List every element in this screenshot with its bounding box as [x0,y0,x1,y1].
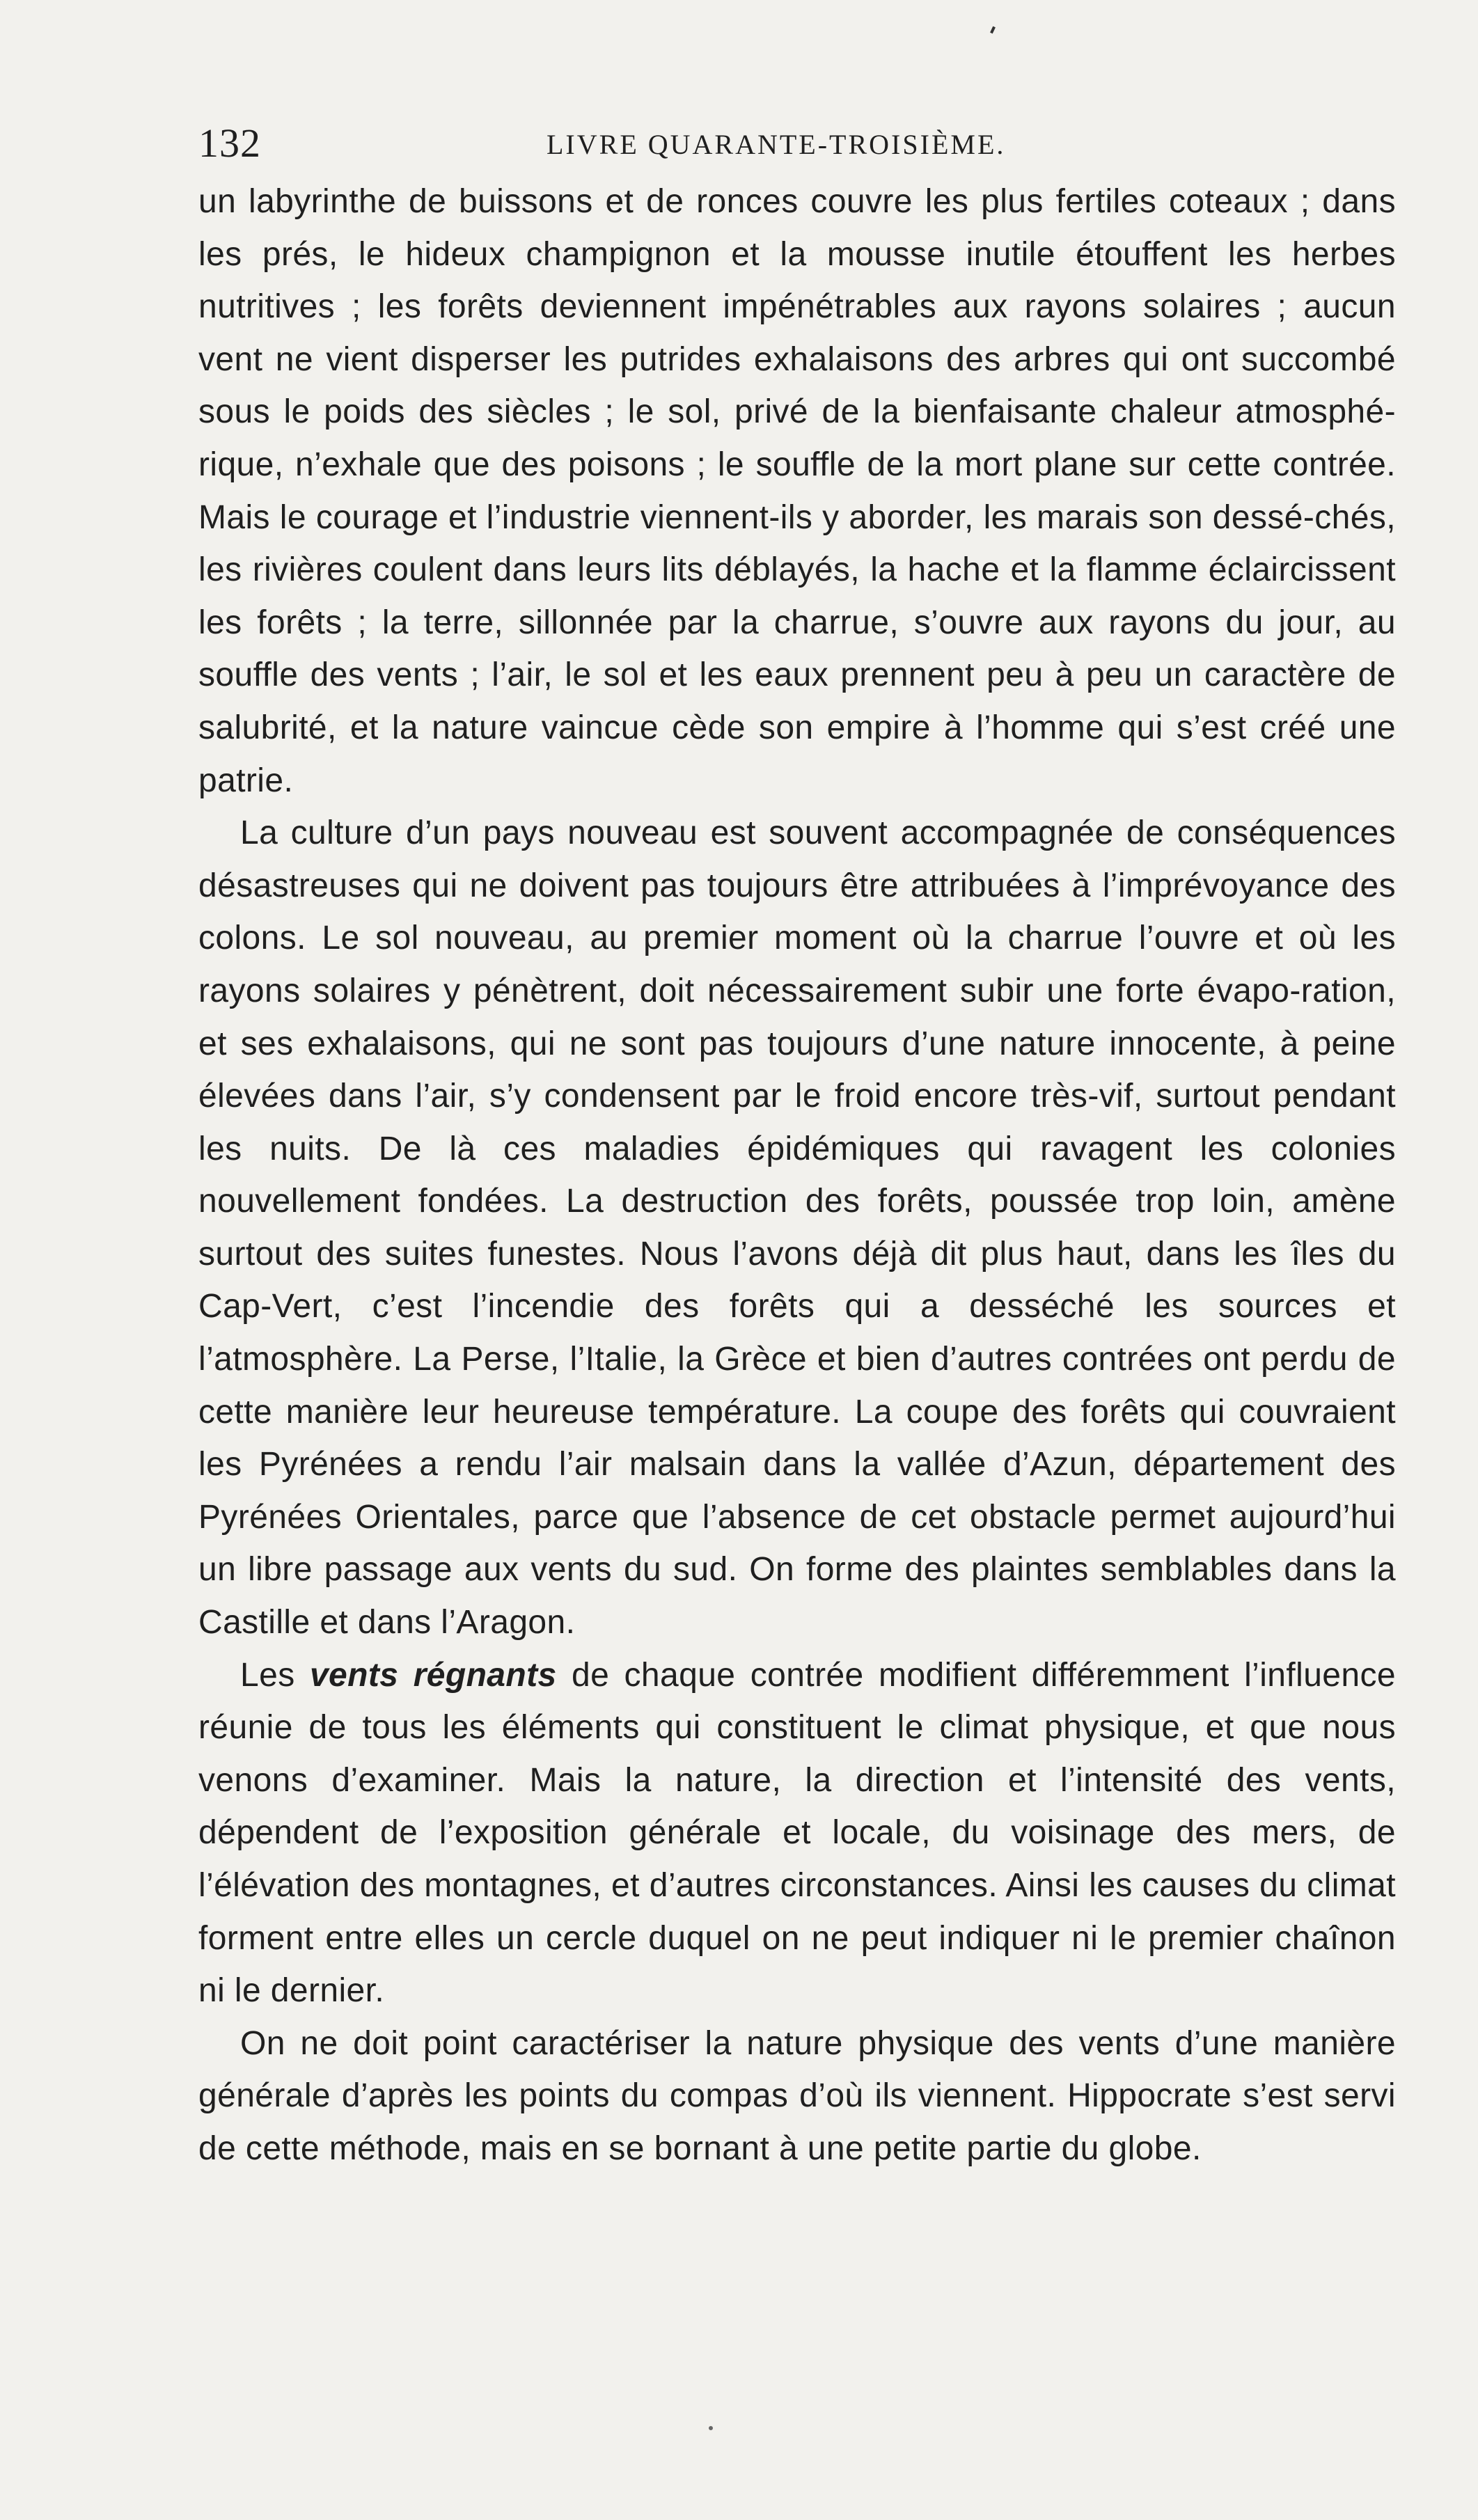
paragraph-text: La culture d’un pays nouveau est souvent accompagnée de conséquences désastreuses qui ne doivent pas toujours être attribuées à l’imprévoyance des colons. Le sol nouveau, au premier moment où la charrue l’ouvre et où les rayons solaires y pénètrent, doit nécessairement subir une forte évapo-ration, et ses exhalaisons, qui ne sont pas toujours d’une nature innocente, à peine élevées dans l’air, s’y condensent par le froid encore très-vif, surtout pendant les nuits. De là ces maladies épidémiques qui ravagent les colonies nouvellement fondées. La destruction des forêts, poussée trop loin, amène surtout des suites funestes. Nous l’avons déjà dit plus haut, dans les îles du Cap-Vert, c’est l’incendie des forêts qui a desséché les sources et l’atmosphère. La Perse, l’Italie, la Grèce et bien d’autres contrées ont perdu de cette manière leur heureuse température. La coupe des forêts qui couvraient les Pyrénées a rendu l’air malsain dans la vallée d’Azun, département des Pyrénées Orientales, parce que l’absence de cet obstacle permet aujourd’hui un libre passage aux vents du sud. On forme des plaintes semblables dans la Castille et dans l’Aragon. [198,814,1396,1641]
page-header [198,120,1396,168]
paragraph-text: un labyrinthe de buissons et de ronces couvre les plus fertiles coteaux ; dans les prés, le hideux champignon et la mousse inutile étouffent les herbes nutritives ; les forêts deviennent impénétrables aux rayons solaires ; aucun vent ne vient disperser les putrides exhalaisons des arbres qui ont succombé sous le poids des siècles ; le sol, privé de la bienfaisante chaleur atmosphé-rique, n’exhale que des poisons ; le souffle de la mort plane sur cette contrée. Mais le courage et l’industrie viennent-ils y aborder, les marais son dessé-chés, les rivières coulent dans leurs lits déblayés, la hache et la flamme éclaircissent les forêts ; la terre, sillonnée par la charrue, s’ouvre aux rayons du jour, au souffle des vents ; l’air, le sol et les eaux prennent peu à peu un caractère de salubrité, et la nature vaincue cède son empire à l’homme qui s’est créé une patrie. [198,183,1396,799]
paragraph-2 [198,807,1396,1649]
paragraph-text: On ne doit point caractériser la nature physique des vents d’une manière générale d’après les points du compas d’où ils viennent. Hippocrate s’est servi de cette méthode, mais en se bornant à une petite partie du globe. [198,2024,1396,2167]
print-mark [990,26,996,34]
print-dot [709,2426,713,2430]
paragraph-1 [198,175,1396,807]
emphasized-term: vents régnants [309,1656,557,1694]
page-number: 132 [198,120,261,166]
paragraph-text: Les [240,1656,295,1694]
running-title: LIVRE QUARANTE-TROISIÈME. [547,129,1006,160]
paragraph-text: de chaque contrée modifient différemment l’influence réunie de tous les éléments qui constituent le climat physique, et que nous venons d’examiner. Mais la nature, la direction et l’intensité des vents, dépendent de l’exposition générale et locale, du voisinage des mers, de l’élévation des montagnes, et d’autres circonstances. Ainsi les causes du climat forment entre elles un cercle duquel on ne peut indiquer ni le premier chaînon ni le dernier. [198,1656,1396,2010]
paragraph-3 [198,1649,1396,2017]
body-text [198,175,1396,2175]
paragraph-4 [198,2017,1396,2175]
